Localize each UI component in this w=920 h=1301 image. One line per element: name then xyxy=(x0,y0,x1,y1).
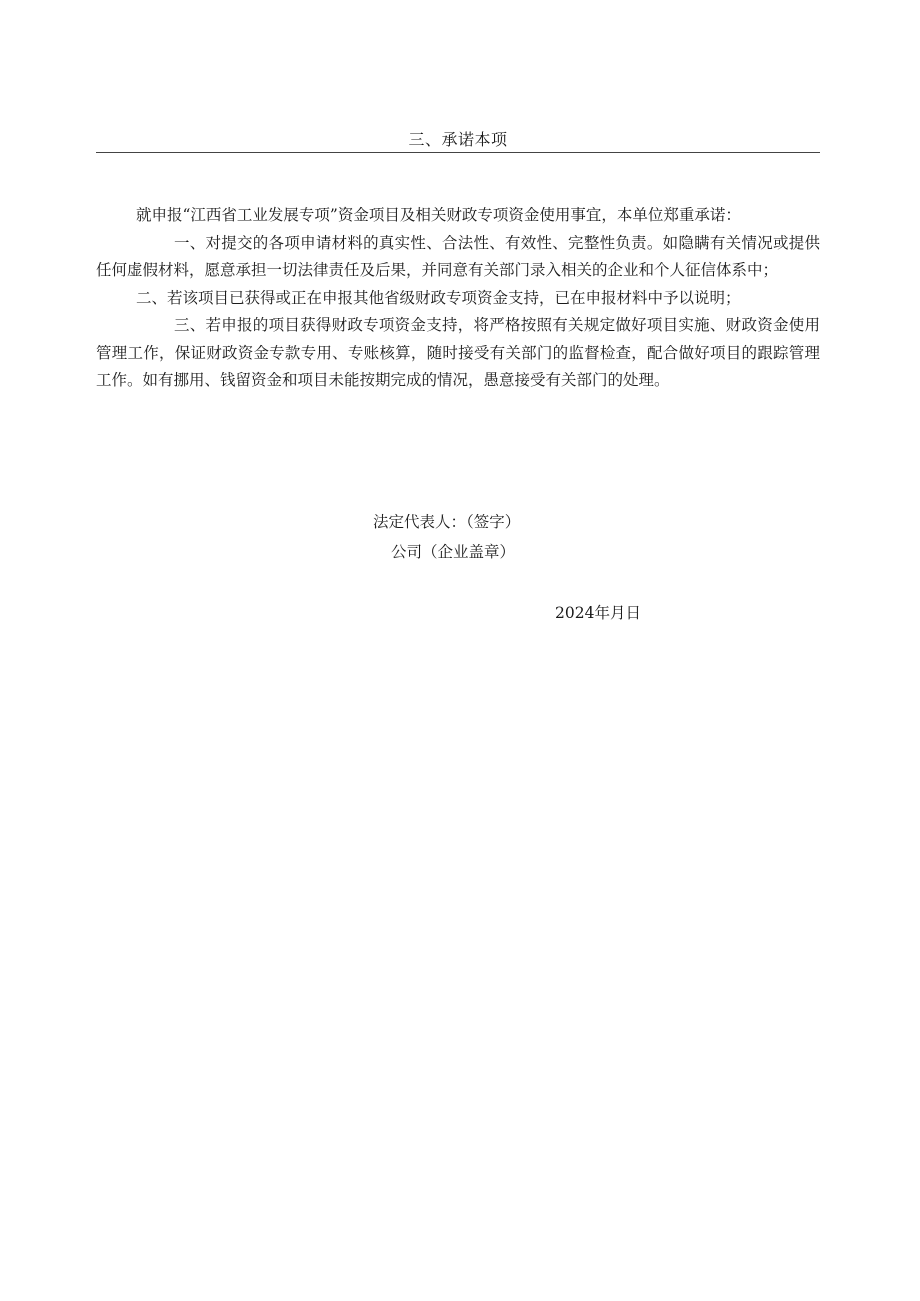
section-title: 三、承诺本项 xyxy=(408,130,508,149)
commitment-item-2: 二、若该项目已获得或正在申报其他省级财政专项资金支持，已在申报材料中予以说明； xyxy=(136,288,741,307)
signature-date: 2024年月日 xyxy=(555,604,641,622)
intro-paragraph: 就申报“江西省工业发展专项”资金项目及相关财政专项资金使用事宜，本单位郑重承诺： xyxy=(136,206,741,224)
commitment-item-3: 三、若申报的项目获得财政专项资金支持，将严格按照有关规定做好项目实施、财政资金使用管理工作，保证财政资金专款专用、专账核算，随时接受有关部门的监督检查，配合做好项目的跟踪管理工作。如有挪用、钱留资金和项目未能按期完成的情况，愚意接受有关部门的处理。 xyxy=(96,316,820,389)
company-seal-line: 公司（企业盖章） xyxy=(391,543,516,561)
commitment-item-1: 一、对提交的各项申请材料的真实性、合法性、有效性、完整性负责。如隐瞒有关情况或提供任何虚假材料，愿意承担一切法律责任及后果，并同意有关部门录入相关的企业和个人征信体系中； xyxy=(96,233,820,279)
commitment-body xyxy=(96,202,820,395)
title-divider xyxy=(96,152,820,153)
legal-representative-signature: 法定代表人：（签字） xyxy=(373,513,521,531)
